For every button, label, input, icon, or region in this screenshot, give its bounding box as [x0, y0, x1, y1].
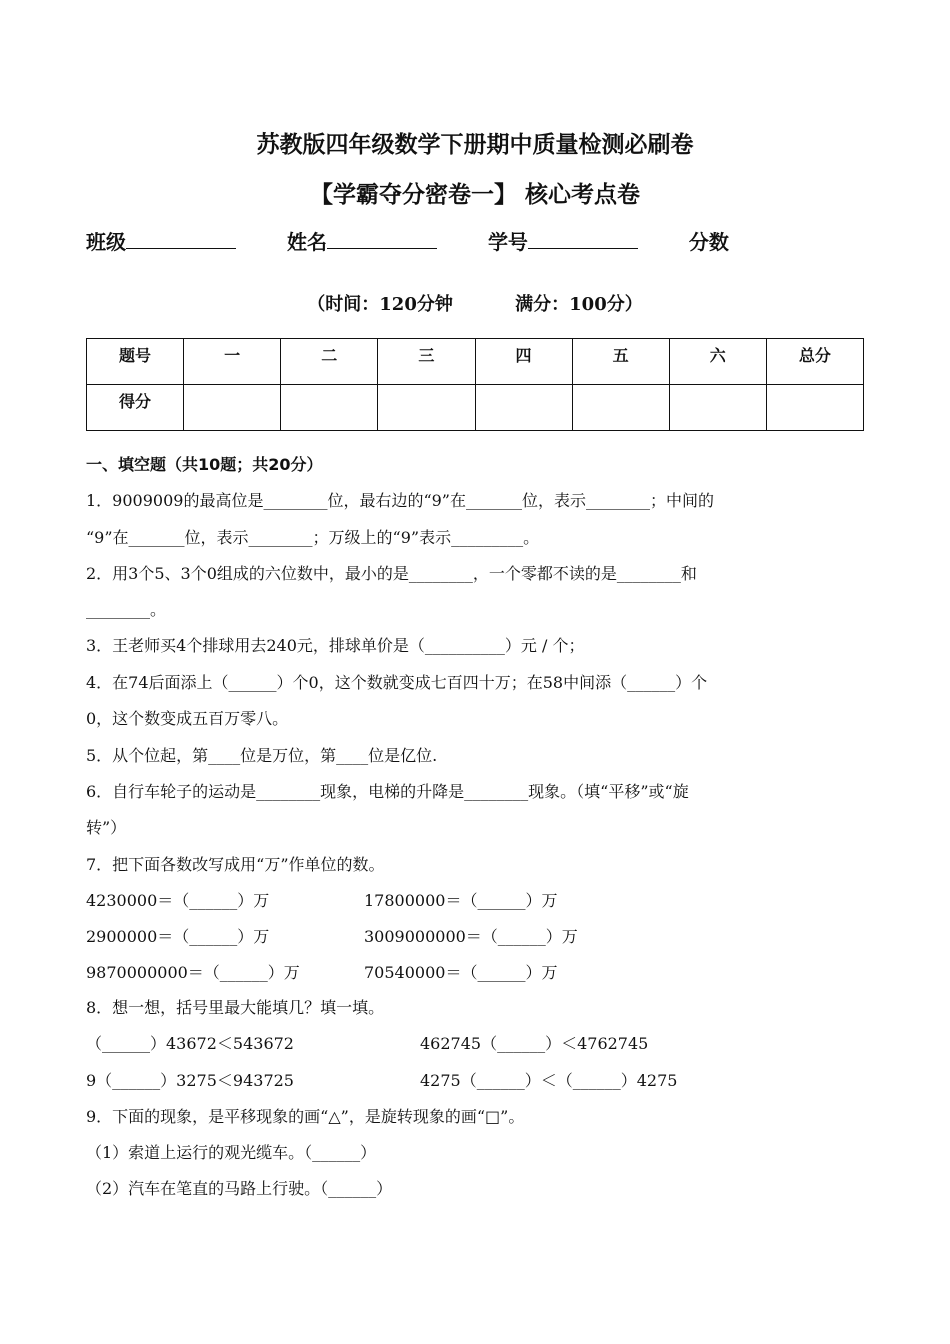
question-line: 0，这个数变成五百万零八。 [86, 709, 289, 728]
score-cell[interactable] [669, 385, 766, 431]
score-header-cell: 三 [378, 339, 475, 385]
score-cell[interactable] [766, 385, 863, 431]
student-info [86, 226, 773, 255]
q7-item: 70540000＝（______）万 [364, 963, 558, 982]
id-label: 学号 [487, 230, 528, 254]
page-title: 苏教版四年级数学下册期中质量检测必刷卷 [256, 132, 694, 158]
exam-meta [0, 290, 950, 316]
score-header-cell: 一 [184, 339, 281, 385]
q9-item: （1）索道上运行的观光缆车。（______） [86, 1143, 377, 1162]
question-line: ________。 [86, 600, 167, 619]
score-header-cell: 题号 [87, 339, 184, 385]
question-line: 7．把下面各数改写成用“万”作单位的数。 [86, 855, 385, 874]
score-row-label: 得分 [87, 385, 184, 431]
score-table [86, 338, 864, 431]
score-header-cell: 二 [281, 339, 378, 385]
question-line: 9．下面的现象，是平移现象的画“△”，是旋转现象的画“□”。 [86, 1107, 525, 1126]
question-line: 2．用3个5、3个0组成的六位数中，最小的是________，一个零都不读的是________和 [86, 564, 697, 583]
q7-item: 9870000000＝（______）万 [86, 963, 300, 982]
name-blank[interactable] [327, 228, 437, 249]
q9-item: （2）汽车在笔直的马路上行驶。（______） [86, 1179, 393, 1198]
q7-item: 3009000000＝（______）万 [364, 927, 578, 946]
q7-item: 17800000＝（______）万 [364, 891, 558, 910]
question-line: “9”在_______位，表示________；万级上的“9”表示_________。 [86, 528, 540, 547]
score-header-cell: 总分 [766, 339, 863, 385]
q8-item: （______）43672＜543672 [86, 1034, 294, 1053]
score-cell[interactable] [184, 385, 281, 431]
class-label: 班级 [86, 230, 126, 254]
score-table-row [87, 385, 864, 431]
q7-item: 2900000＝（______）万 [86, 927, 270, 946]
score-cell[interactable] [475, 385, 572, 431]
score-label: 分数 [688, 230, 729, 254]
class-blank[interactable] [126, 228, 236, 249]
q8-item: 462745（______）＜4762745 [420, 1034, 649, 1053]
score-table-header [87, 339, 864, 385]
exam-time: （时间：120分钟 [307, 294, 453, 315]
page-subtitle: 【学霸夺分密卷一】 核心考点卷 [309, 182, 640, 208]
score-cell[interactable] [572, 385, 669, 431]
score-header-cell: 四 [475, 339, 572, 385]
score-header-cell: 六 [669, 339, 766, 385]
question-line: 3．王老师买4个排球用去240元，排球单价是（__________）元 / 个； [86, 636, 585, 655]
question-line: 6．自行车轮子的运动是________现象，电梯的升降是________现象。（填“平移”或“旋 [86, 782, 689, 801]
question-line: 5．从个位起，第____位是万位，第____位是亿位. [86, 746, 438, 765]
id-blank[interactable] [528, 228, 638, 249]
question-line: 转”） [86, 818, 127, 837]
score-cell[interactable] [281, 385, 378, 431]
name-label: 姓名 [286, 230, 327, 254]
score-cell[interactable] [378, 385, 475, 431]
question-line: 1．9009009的最高位是________位，最右边的“9”在_______位，表示________；中间的 [86, 491, 714, 510]
exam-full-score: 满分：100分） [515, 294, 643, 315]
question-line: 8．想一想，括号里最大能填几？填一填。 [86, 998, 385, 1017]
q8-item: 4275（______）＜（______）4275 [420, 1071, 678, 1090]
q8-item: 9（______）3275＜943725 [86, 1071, 294, 1090]
score-header-cell: 五 [572, 339, 669, 385]
question-line: 4．在74后面添上（______）个0，这个数就变成七百四十万；在58中间添（______）个 [86, 673, 708, 692]
section-heading: 一、填空题（共10题；共20分） [86, 455, 323, 474]
q7-item: 4230000＝（______）万 [86, 891, 270, 910]
